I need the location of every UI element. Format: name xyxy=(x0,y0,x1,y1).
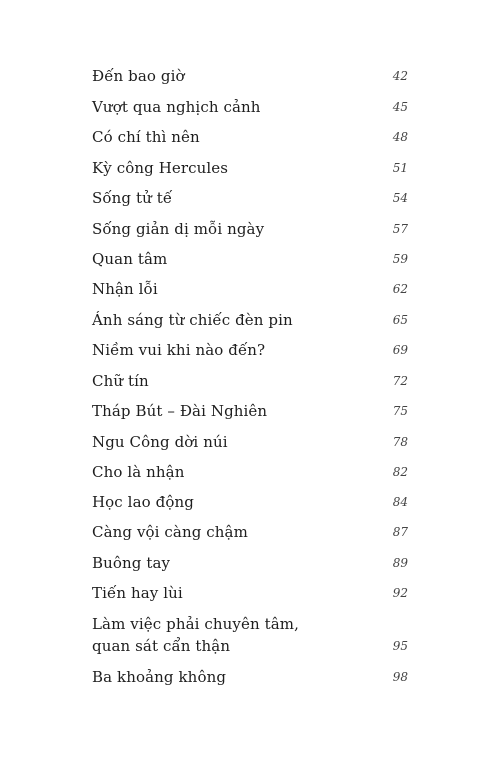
toc-entry-title: Ngu Công dời núi xyxy=(92,433,228,451)
toc-entry-page: 95 xyxy=(392,639,408,653)
toc-entry-page: 65 xyxy=(392,313,408,327)
toc-entry-title: Có chí thì nên xyxy=(92,128,200,146)
toc-entry-page: 62 xyxy=(392,282,408,296)
toc-entry-page: 87 xyxy=(392,525,408,539)
toc-entry-page: 92 xyxy=(392,586,408,600)
toc-entry-title: Đến bao giờ xyxy=(92,67,185,85)
toc-entry xyxy=(92,613,408,657)
toc-entry xyxy=(92,157,408,179)
toc-entry xyxy=(92,126,408,148)
toc-entry-title: Nhận lỗi xyxy=(92,280,158,298)
toc-entry-title: Chữ tín xyxy=(92,372,149,390)
toc-entry xyxy=(92,431,408,453)
toc-entry xyxy=(92,65,408,87)
toc-entry-page: 54 xyxy=(392,191,408,205)
toc-entry-title: Quan tâm xyxy=(92,250,168,268)
toc-entry xyxy=(92,278,408,300)
toc-entry xyxy=(92,521,408,543)
toc-entry-title: Càng vội càng chậm xyxy=(92,523,248,541)
toc-entry-title: Ánh sáng từ chiếc đèn pin xyxy=(92,311,293,329)
toc-entry-title: Vượt qua nghịch cảnh xyxy=(92,98,261,116)
toc-entry xyxy=(92,552,408,574)
toc-entry-page: 72 xyxy=(392,374,408,388)
toc-entry xyxy=(92,582,408,604)
toc-entry xyxy=(92,309,408,331)
toc-entry xyxy=(92,400,408,422)
toc-entry-page: 42 xyxy=(392,69,408,83)
toc-entry xyxy=(92,370,408,392)
toc-entry-page: 89 xyxy=(392,556,408,570)
toc-entry-page: 98 xyxy=(392,670,408,684)
toc-entry-title: Tháp Bút – Đài Nghiên xyxy=(92,402,268,420)
toc-entry-title: Buông tay xyxy=(92,554,171,572)
toc-entry-title: Tiến hay lùi xyxy=(92,584,183,602)
toc-entry xyxy=(92,491,408,513)
toc-entry-page: 48 xyxy=(392,130,408,144)
toc-entry xyxy=(92,461,408,483)
toc-entry-title: Sống giản dị mỗi ngày xyxy=(92,220,265,238)
toc-entry-page: 59 xyxy=(392,252,408,266)
toc-entry-title: Sống tử tế xyxy=(92,189,173,207)
toc-entry-title: Kỳ công Hercules xyxy=(92,159,229,177)
toc-entry-title: Niềm vui khi nào đến? xyxy=(92,341,266,359)
toc-entry-page: 45 xyxy=(392,100,408,114)
toc-entry xyxy=(92,96,408,118)
toc-entry-page: 51 xyxy=(392,161,408,175)
toc-entry-page: 57 xyxy=(392,222,408,236)
toc-entry xyxy=(92,187,408,209)
toc-entry-title: Học lao động xyxy=(92,493,194,511)
toc-entry-title: Cho là nhận xyxy=(92,463,185,481)
toc-entry xyxy=(92,248,408,270)
toc-entry-title: Ba khoảng không xyxy=(92,668,227,686)
toc-entry xyxy=(92,666,408,688)
toc-entry-page: 75 xyxy=(392,404,408,418)
toc-entry-title: Làm việc phải chuyên tâm, quan sát cẩn thận xyxy=(92,615,299,655)
toc-entry-page: 69 xyxy=(392,343,408,357)
toc-entry xyxy=(92,339,408,361)
toc-entry xyxy=(92,218,408,240)
toc-entry-page: 78 xyxy=(392,435,408,449)
toc-entry-page: 84 xyxy=(392,495,408,509)
toc-entry-page: 82 xyxy=(392,465,408,479)
